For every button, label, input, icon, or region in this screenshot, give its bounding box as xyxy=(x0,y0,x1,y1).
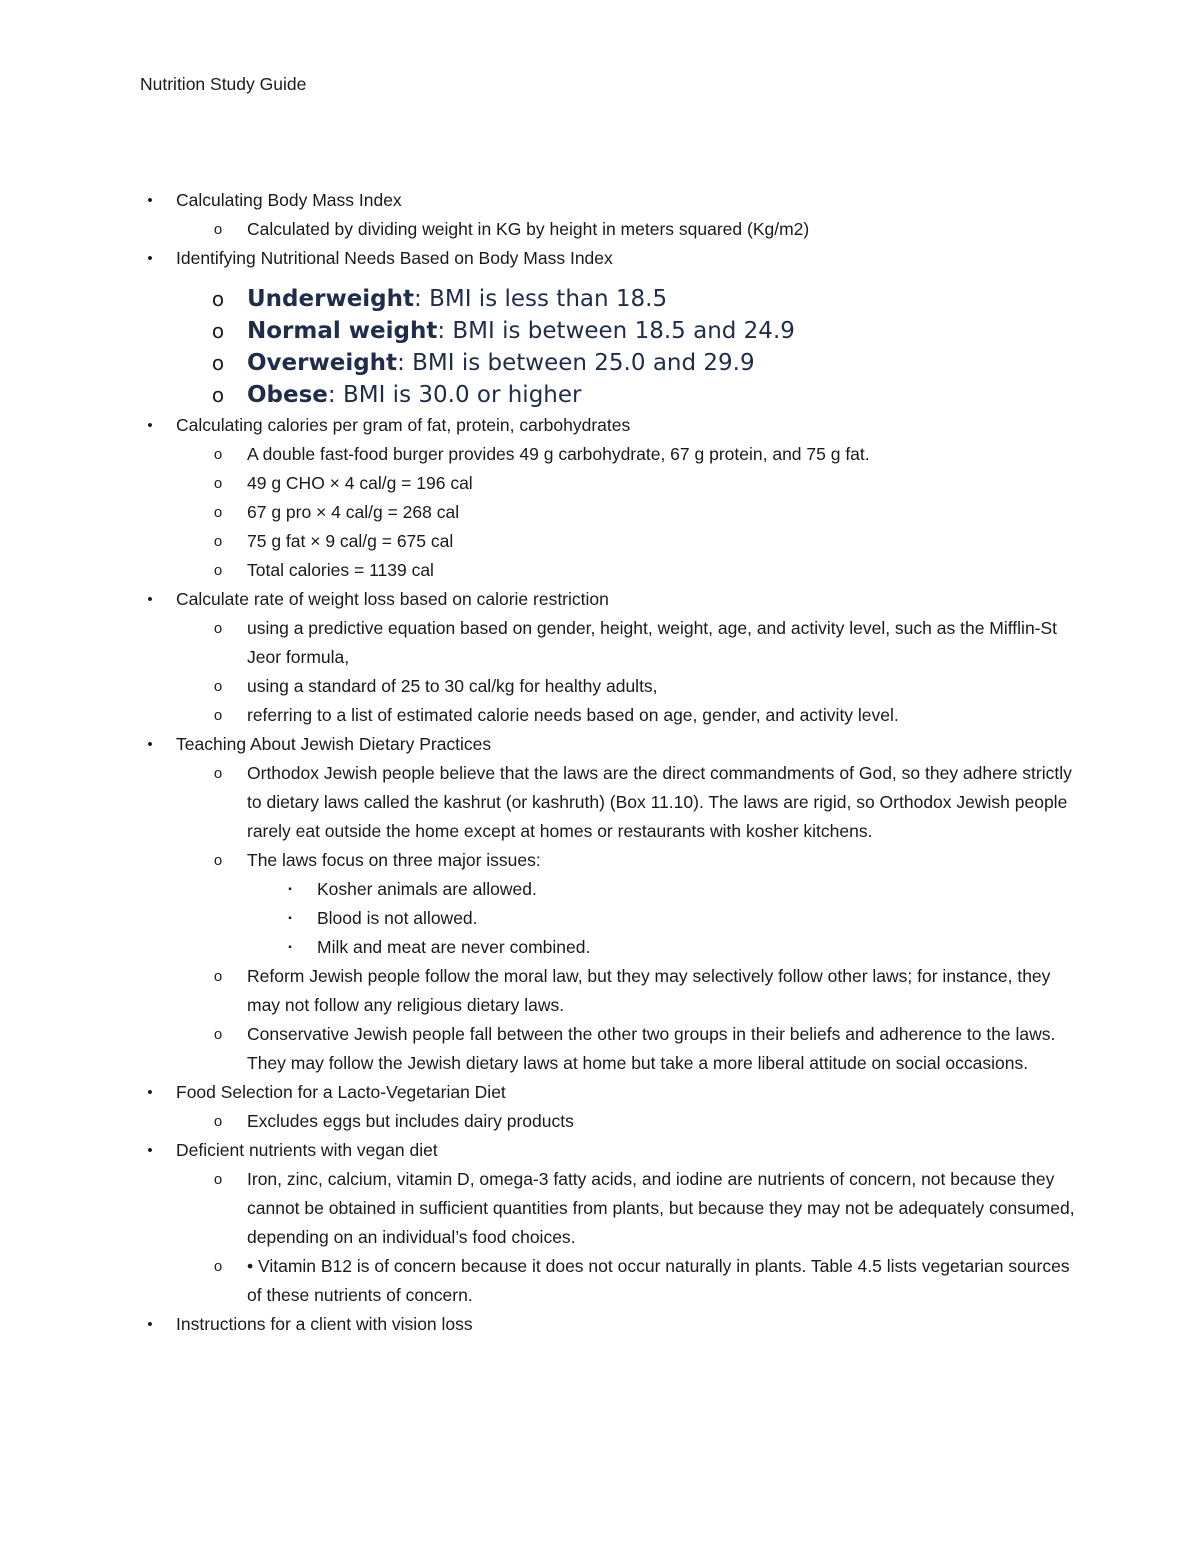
bullet-marker: • xyxy=(147,736,153,753)
square-marker: ▪ xyxy=(288,913,292,924)
sub-list-item: o The laws focus on three major issues: xyxy=(140,846,1080,875)
list-item: • Teaching About Jewish Dietary Practices xyxy=(140,730,1080,759)
circle-marker: o xyxy=(211,351,225,375)
bullet-marker: • xyxy=(147,1316,153,1333)
circle-marker: o xyxy=(211,383,225,407)
list-item: • Calculating calories per gram of fat, protein, carbohydrates xyxy=(140,411,1080,440)
sub-list-item: o Excludes eggs but includes dairy products xyxy=(140,1107,1080,1136)
list-item: • Calculate rate of weight loss based on calorie restriction xyxy=(140,585,1080,614)
sub-sub-list-item: ▪ Blood is not allowed. xyxy=(140,904,1080,933)
sub-list-item: o 75 g fat × 9 cal/g = 675 cal xyxy=(140,527,1080,556)
sub-list-item: o Total calories = 1139 cal xyxy=(140,556,1080,585)
sub-list-item: o Orthodox Jewish people believe that the laws are the direct commandments of God, so they adhere strictly to dietary laws called the kashrut (or kashruth) (Box 11.10). The laws are rigid, so Orthodox Jewish people rarely eat outside the home except at homes or restaurants with kosher kitchens. xyxy=(140,759,1080,846)
circle-marker: o xyxy=(213,1113,223,1130)
circle-marker: o xyxy=(213,446,223,463)
circle-marker: o xyxy=(213,475,223,492)
sub-list-item: o 67 g pro × 4 cal/g = 268 cal xyxy=(140,498,1080,527)
sub-list-item: o Conservative Jewish people fall between the other two groups in their beliefs and adherence to the laws. They may follow the Jewish dietary laws at home but take a more liberal attitude on social occasions. xyxy=(140,1020,1080,1078)
circle-marker: o xyxy=(213,1026,223,1043)
study-guide-list xyxy=(140,186,1080,1339)
bullet-marker: • xyxy=(147,417,153,434)
bmi-category: o Overweight: BMI is between 25.0 and 29.9 xyxy=(140,347,1080,379)
circle-marker: o xyxy=(213,968,223,985)
list-item: • Calculating Body Mass Index xyxy=(140,186,1080,215)
list-item: • Instructions for a client with vision loss xyxy=(140,1310,1080,1339)
sub-list-item: o Calculated by dividing weight in KG by height in meters squared (Kg/m2) xyxy=(140,215,1080,244)
circle-marker: o xyxy=(213,562,223,579)
circle-marker: o xyxy=(213,852,223,869)
list-item: • Deficient nutrients with vegan diet xyxy=(140,1136,1080,1165)
bullet-marker: • xyxy=(147,1142,153,1159)
bullet-marker: • xyxy=(147,591,153,608)
circle-marker: o xyxy=(213,1258,223,1275)
circle-marker: o xyxy=(213,504,223,521)
sub-list-item: o • Vitamin B12 is of concern because it does not occur naturally in plants. Table 4.5 lists vegetarian sources of these nutrients of concern. xyxy=(140,1252,1080,1310)
sub-list-item: o A double fast-food burger provides 49 g carbohydrate, 67 g protein, and 75 g fat. xyxy=(140,440,1080,469)
bullet-marker: • xyxy=(147,192,153,209)
sub-list-item: o Iron, zinc, calcium, vitamin D, omega-3 fatty acids, and iodine are nutrients of concern, not because they cannot be obtained in sufficient quantities from plants, but because they may not be adequately consumed, depending on an individual’s food choices. xyxy=(140,1165,1080,1252)
square-marker: ▪ xyxy=(288,942,292,953)
list-item: • Food Selection for a Lacto-Vegetarian Diet xyxy=(140,1078,1080,1107)
sub-list-item: o 49 g CHO × 4 cal/g = 196 cal xyxy=(140,469,1080,498)
bmi-category: o Normal weight: BMI is between 18.5 and 24.9 xyxy=(140,315,1080,347)
bullet-marker: • xyxy=(147,250,153,267)
bmi-category: o Obese: BMI is 30.0 or higher xyxy=(140,379,1080,411)
circle-marker: o xyxy=(213,765,223,782)
sub-sub-list-item: ▪ Kosher animals are allowed. xyxy=(140,875,1080,904)
circle-marker: o xyxy=(213,1171,223,1188)
page-header: Nutrition Study Guide xyxy=(140,74,307,94)
sub-list-item: o Reform Jewish people follow the moral law, but they may selectively follow other laws; for instance, they may not follow any religious dietary laws. xyxy=(140,962,1080,1020)
circle-marker: o xyxy=(213,620,223,637)
circle-marker: o xyxy=(213,533,223,550)
square-marker: ▪ xyxy=(288,884,292,895)
circle-marker: o xyxy=(213,221,223,238)
sub-sub-list-item: ▪ Milk and meat are never combined. xyxy=(140,933,1080,962)
sub-list-item: o using a standard of 25 to 30 cal/kg for healthy adults, xyxy=(140,672,1080,701)
bullet-marker: • xyxy=(147,1084,153,1101)
circle-marker: o xyxy=(211,319,225,343)
circle-marker: o xyxy=(213,707,223,724)
sub-list-item: o using a predictive equation based on gender, height, weight, age, and activity level, such as the Mifflin-St Jeor formula, xyxy=(140,614,1080,672)
circle-marker: o xyxy=(211,287,225,311)
list-item: • Identifying Nutritional Needs Based on Body Mass Index xyxy=(140,244,1080,273)
circle-marker: o xyxy=(213,678,223,695)
sub-list-item: o referring to a list of estimated calorie needs based on age, gender, and activity level. xyxy=(140,701,1080,730)
bmi-category: o Underweight: BMI is less than 18.5 xyxy=(140,283,1080,315)
